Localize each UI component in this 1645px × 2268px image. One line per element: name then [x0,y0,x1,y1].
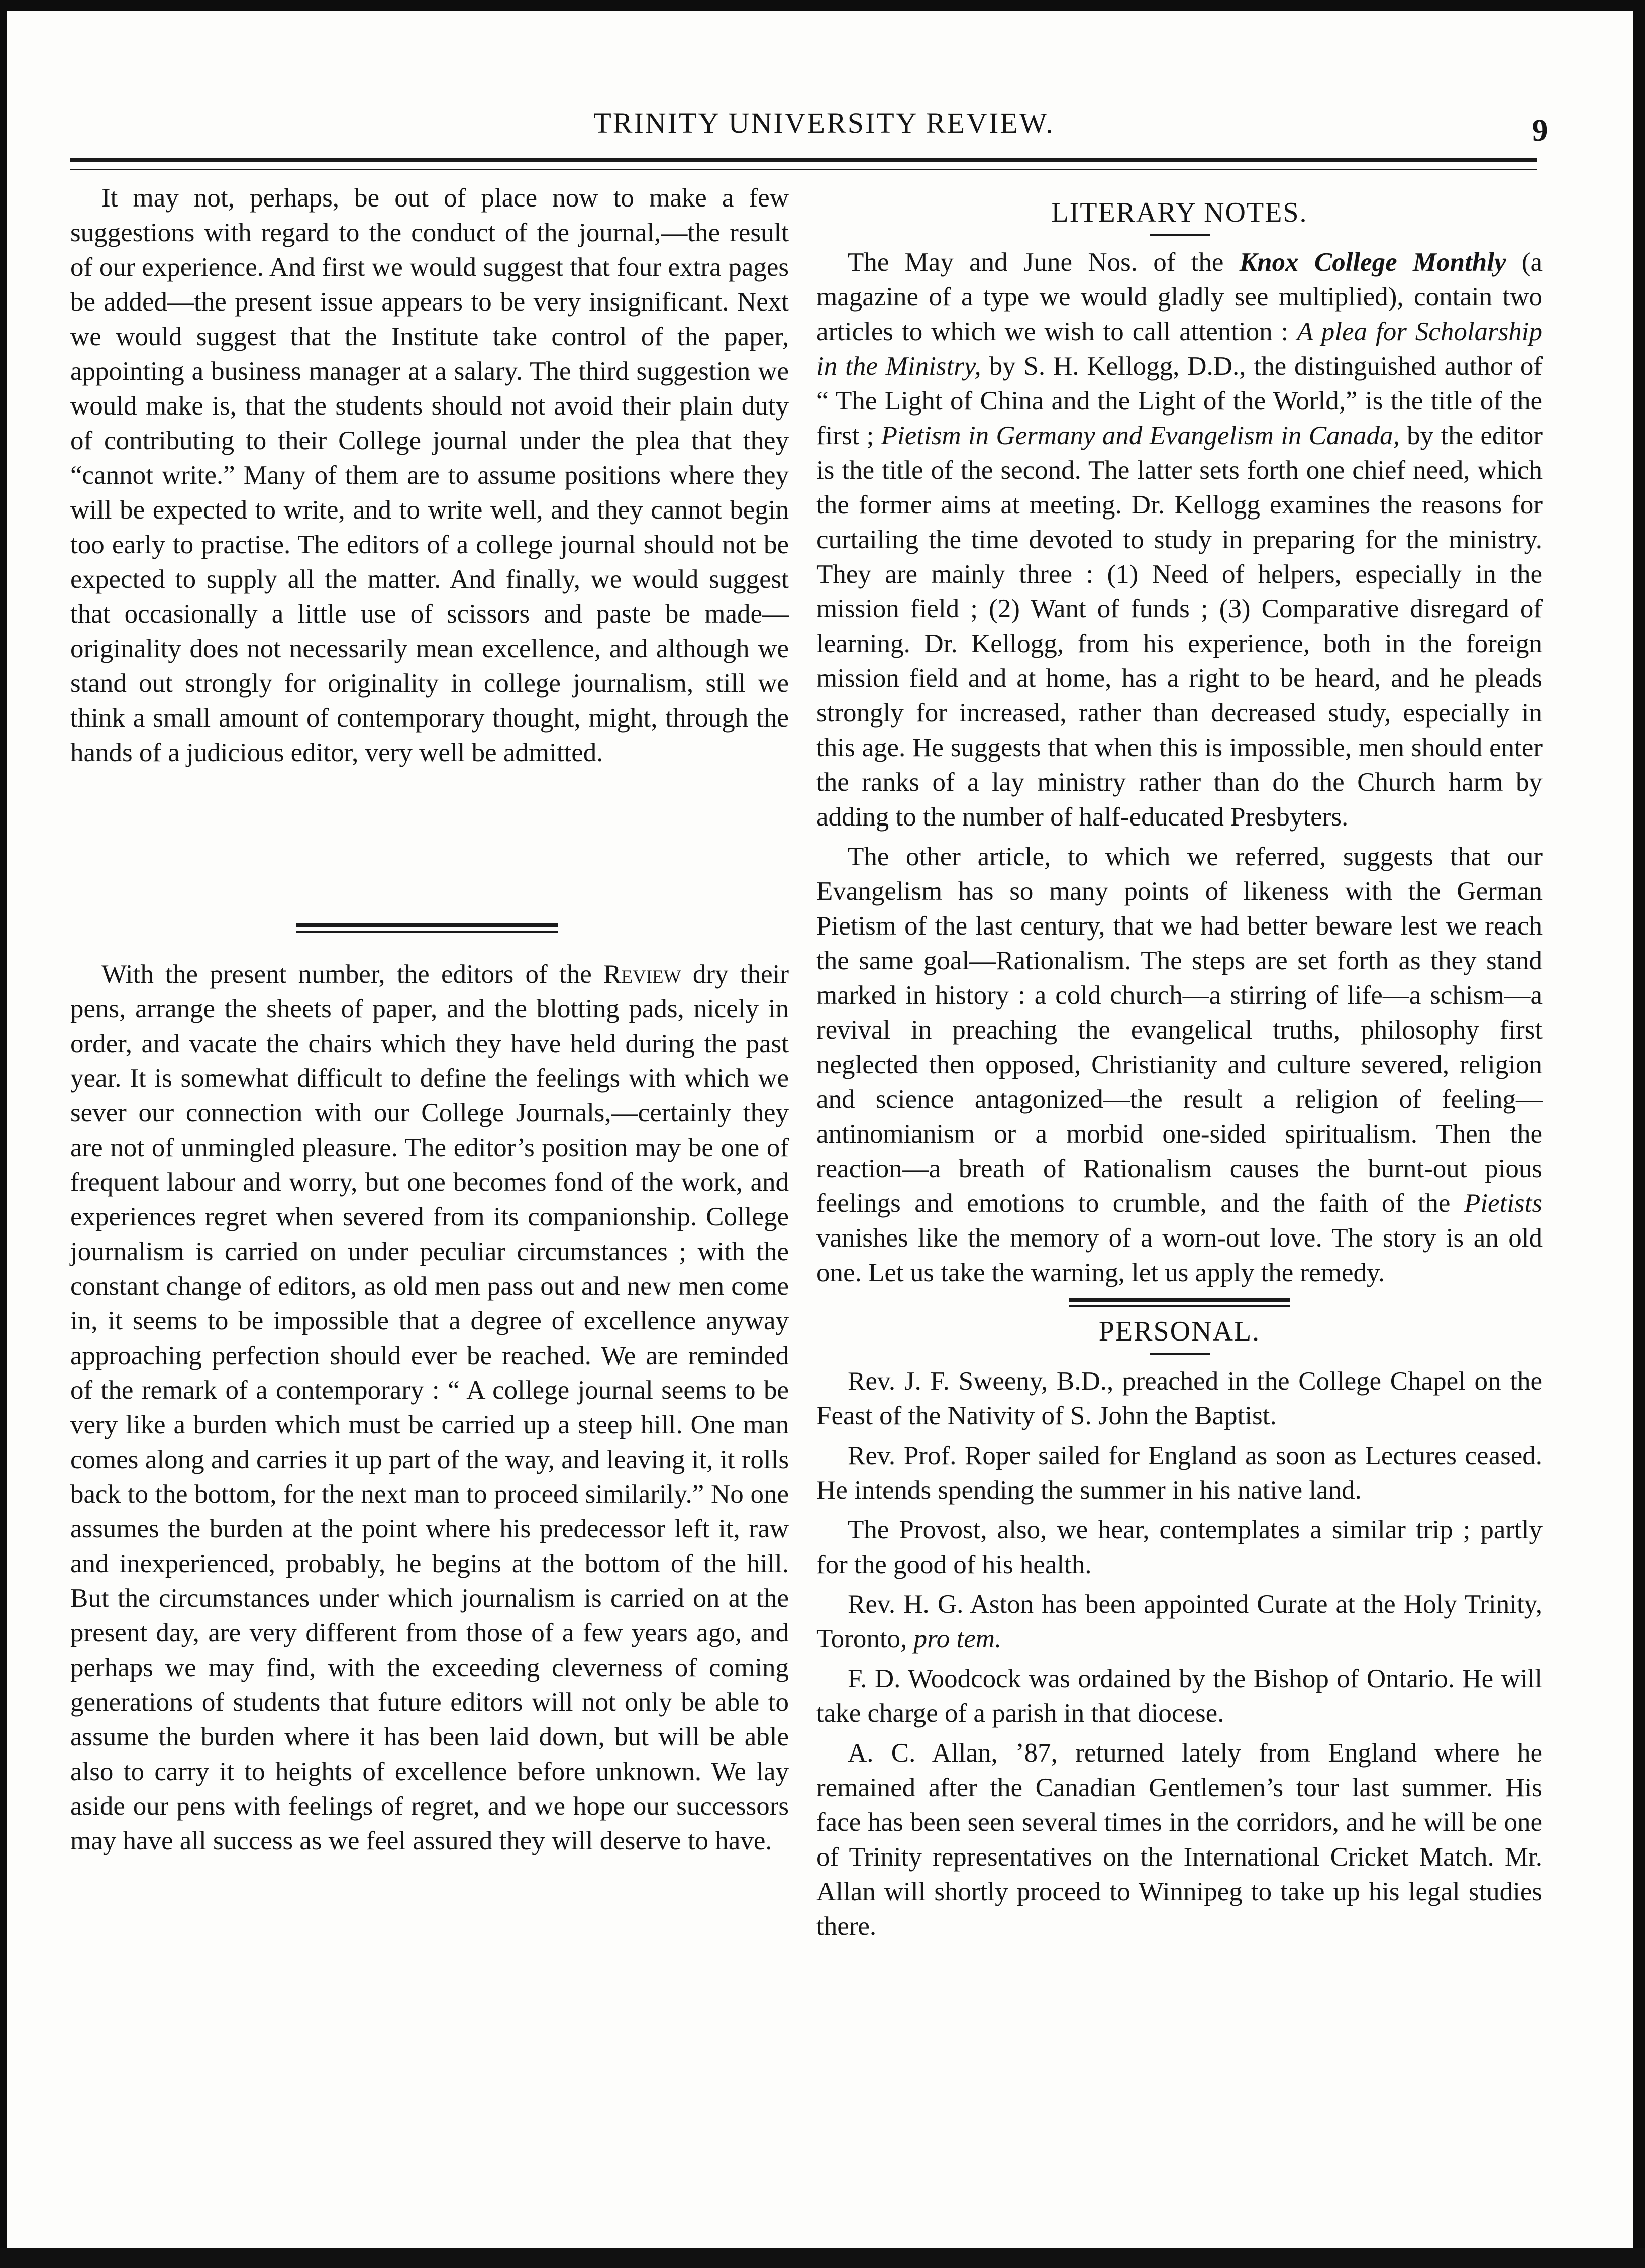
personal-item: Rev. J. F. Sweeny, B.D., preached in the College Chapel on the Feast of the Nativity of S. John the Baptist. [816,1367,1543,1430]
right-column [816,195,1543,1949]
personal-item: Rev. Prof. Roper sailed for England as soon as Lectures ceased. He intends spending the summer in his native land. [816,1441,1543,1505]
ln-text: by the editor is the title of the second. The latter sets forth one chief need, which the former aims at meeting. Dr. Kellogg examines the reasons for curtailing the time devoted to study in preparing for the ministry. They are mainly three : (1) Need of helpers, especially in the mission field ; (2) Want of funds ; (3) Comparative disregard of learning. Dr. Kellogg, from his experience, both in the foreign mission field and at home, has a right to be heard, and he pleads strongly for increased, rather than decreased study, especially in this age. He suggests that when this is impossible, men should enter the ranks of a lay ministry rather than do the Church harm by adding to the number of half-educated Presbyters. [816,421,1543,832]
review-name: Review [603,960,681,989]
literary-notes-heading: LITERARY NOTES. [1051,197,1308,228]
pro-tem: pro tem. [913,1624,1002,1654]
editorial-suggestions-paragraph: It may not, perhaps, be out of place now to make a few suggestions with regard to the conduct of the journal,—the result of our experience. And first we would suggest that four extra pages be added—the present issue appears to be very insignificant. Next we would suggest that the Institute take control of the paper, appointing a business manager at a salary. The third suggestion we would make is, that the students should not avoid their plain duty of contributing to their College journal under the plea that they “cannot write.” Many of them are to assume positions where they will be expected to write, and to write well, and they cannot begin too early to practise. The editors of a college journal should not be expected to supply all the matter. And finally, we would suggest that occasionally a little use of scissors and paste be made—originality does not necessarily mean excellence, and although we stand out strongly for originality in college journalism, still we think a small amount of contemporary thought, might, through the hands of a judicious editor, very well be admitted. [70,183,789,767]
farewell-lead: With the present number, the editors of the [101,960,592,989]
section-divider [816,1298,1543,1307]
ln-text: by S. H. Kellogg, D.D., the distinguished author of “ The Light of China and the Light of the World,” is the title of the first ; [816,352,1543,450]
left-column-editorial-1 [70,181,789,770]
ln-text: The May and June Nos. of the [848,248,1224,277]
personal-item: F. D. Woodcock was ordained by the Bishop of Ontario. He will take charge of a parish in that diocese. [816,1664,1543,1728]
personal-text: Rev. H. G. Aston has been appointed Curate at the Holy Trinity, Toronto, [816,1590,1543,1654]
section-divider [296,923,558,933]
farewell-text: dry their pens, arrange the sheets of paper, and the blotting pads, nicely in order, and vacate the chairs which they have held during the past year. It is somewhat difficult to define the feelings with which we sever our connection with our College Journals,—certainly they are not of unmingled pleasure. The editor’s position may be one of frequent labour and worry, but one becomes fond of the work, and experiences regret when severed from its companionship. College journalism is carried on under peculiar circumstances ; with the constant change of editors, as old men pass out and new men come in, it seems to be impossible that a degree of excellence anyway approaching perfection should ever be reached. We are reminded of the remark of a contemporary : “ A college journal seems to be very like a burden which must be carried up a steep hill. One man comes along and carries it up part of the way, and leaving it, it rolls back to the bottom, for the next man to proceed similarily.” No one assumes the burden at the point where his predecessor left it, raw and inexperienced, probably, he begins at the bottom of the hill. But the circumstances under which journalism is carried on at the present day, are very different from those of a few years ago, and perhaps we may find, with the exceeding cleverness of coming generations of students that future editors will not only be able to assume the burden where it has been laid down, but will be able also to carry it to heights of excellence before unknown. We lay aside our pens with feelings of regret, and we hope our successors may have all success as we feel assured they will deserve to have. [70,960,789,1855]
header-rule [70,158,1537,162]
scan-border-top [0,0,1645,11]
personal-item: A. C. Allan, ’87, returned lately from England where he remained after the Canadian Gentlemen’s tour last summer. His face has been seen several times in the corridors, and he will be one of Trinity representatives on the International Cricket Match. Mr. Allan will shortly proceed to Winnipeg to take up his legal studies there. [816,1738,1543,1941]
article-title-plea: A plea for Scholarship in the Ministry, [816,317,1543,381]
ln-text: vanishes like the memory of a worn-out love. The story is an old one. Let us take the warning, let us apply the remedy. [816,1223,1543,1287]
personal-item [816,1587,1543,1657]
article-title-pietism: Pietism in Germany and Evangelism in Canada, [881,421,1400,450]
ln-text: (a magazine of a type we would gladly see multiplied), contain two articles to which we wish to call attention : [816,248,1543,346]
scan-border-left [0,0,7,2268]
heading-rule [1150,234,1210,236]
pietists-word: Pietists [1464,1189,1543,1218]
personal-heading: PERSONAL. [1098,1316,1261,1347]
left-column-editorial-2 [70,957,789,1859]
scan-border-right [1633,0,1645,2268]
heading-rule [1150,1353,1210,1355]
personal-item: The Provost, also, we hear, contemplates a similar trip ; partly for the good of his health. [816,1515,1543,1579]
ln-text: The other article, to which we referred, suggests that our Evangelism has so many points of likeness with the German Pietism of the last century, that we had better beware lest we reach the same goal—Rationalism. The steps are set forth as they stand marked in history : a cold church—a stirring of life—a schism—a revival in preaching the evangelical truths, philosophy first neglected then opposed, Christianity and culture severed, religion and science antagonized—the result a religion of feeling—antinomianism or a morbid one-sided spiritualism. Then the reaction—a breath of Rationalism causes the burnt-out pious feelings and emotions to crumble, and the faith of the [816,842,1543,1218]
literary-notes-paragraph-1 [816,245,1543,835]
page-number: 9 [1532,114,1548,148]
knox-college-monthly-title: Knox College Monthly [1239,248,1506,277]
running-head-title: TRINITY UNIVERSITY REVIEW. [593,107,1055,139]
header-rule-thin [70,169,1537,170]
scan-border-bottom [0,2248,1645,2268]
literary-notes-paragraph-2 [816,840,1543,1290]
editorial-farewell-paragraph [70,957,789,1859]
